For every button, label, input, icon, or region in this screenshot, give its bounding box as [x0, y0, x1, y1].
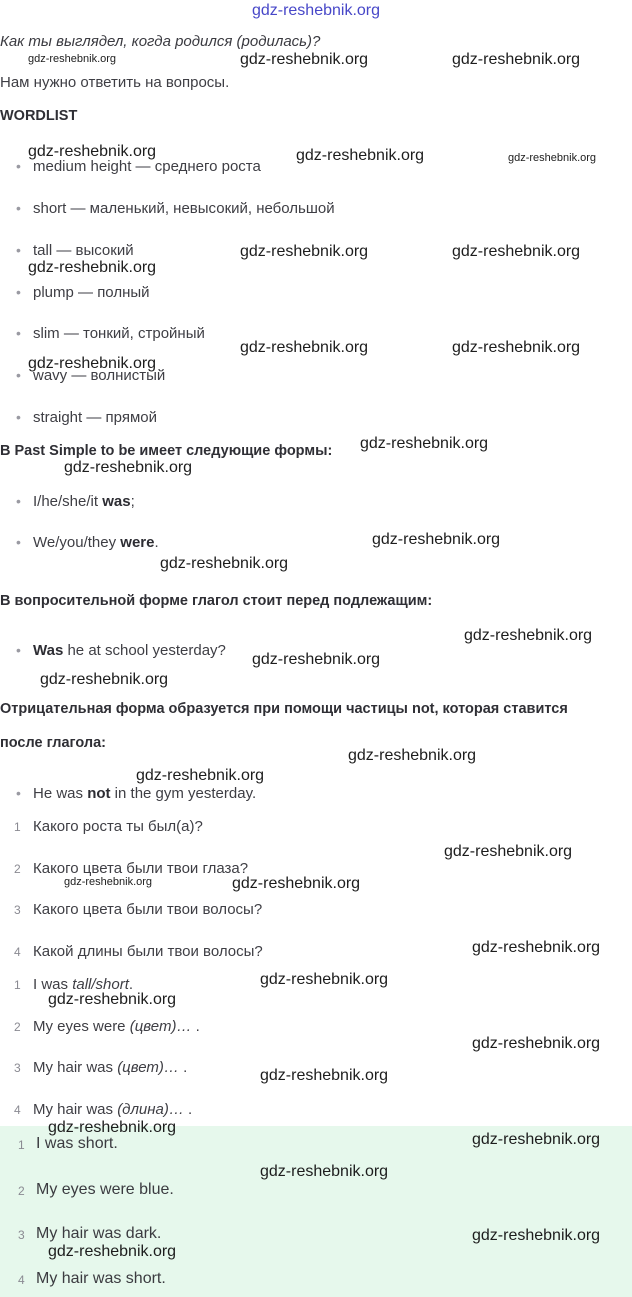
template-italic: (длина)… — [117, 1101, 184, 1118]
example-verb: Was — [33, 642, 64, 659]
wordlist-item: • slim — тонкий, стройный — [33, 325, 205, 342]
answer-number: 3 — [18, 1228, 25, 1242]
watermark-text: gdz-reshebnik.org — [48, 1243, 177, 1260]
template-number: 1 — [14, 978, 21, 992]
watermark-text: gdz-reshebnik.org — [48, 1119, 177, 1136]
watermark-text: gdz-reshebnik.org — [464, 627, 593, 644]
question-number: 4 — [14, 945, 21, 959]
template-italic: (цвет)… — [117, 1059, 179, 1076]
question-text: Какого роста ты был(а)? — [33, 818, 203, 835]
question-number: 3 — [14, 903, 21, 917]
form-verb: were — [120, 534, 155, 551]
question-heading: Как ты выглядел, когда родился (родилась)? — [0, 33, 321, 50]
answer-item — [18, 1270, 166, 1288]
answers-block — [0, 1126, 632, 1297]
question-item — [14, 901, 263, 918]
template-start: My hair was — [33, 1101, 118, 1118]
template-end: . — [191, 1018, 200, 1035]
answer-text: My hair was short. — [36, 1270, 166, 1287]
watermark-text: gdz-reshebnik.org — [260, 1067, 389, 1084]
template-end: . — [128, 976, 134, 993]
watermark-text: gdz-reshebnik.org — [28, 259, 157, 276]
negative-title-line2: после глагола: — [0, 735, 107, 751]
intro-text: Нам нужно ответить на вопросы. — [0, 74, 230, 91]
question-text: Какой длины были твои волосы? — [33, 943, 263, 960]
negative-example — [33, 785, 256, 802]
negative-end: in the gym yesterday. — [110, 785, 257, 802]
template-item — [14, 1101, 193, 1118]
answer-number: 4 — [18, 1273, 25, 1287]
watermark-text: gdz-reshebnik.org — [360, 435, 489, 452]
watermark-text: gdz-reshebnik.org — [452, 51, 581, 68]
watermark-text: gdz-reshebnik.org — [472, 939, 601, 956]
template-italic: (цвет)… — [129, 1018, 192, 1035]
template-number: 2 — [14, 1020, 21, 1034]
watermark-text: gdz-reshebnik.org — [296, 147, 425, 164]
question-text: Какого цвета были твои глаза? — [33, 860, 249, 877]
answer-item — [18, 1135, 118, 1153]
form-end: . — [154, 534, 159, 551]
form-item — [33, 493, 135, 510]
header-watermark: gdz-reshebnik.org — [251, 2, 381, 19]
answer-item — [18, 1181, 174, 1199]
watermark-text: gdz-reshebnik.org — [28, 53, 117, 65]
question-number: 2 — [14, 862, 21, 876]
answer-text: My eyes were blue. — [36, 1181, 174, 1198]
watermark-text: gdz-reshebnik.org — [28, 355, 157, 372]
watermark-text: gdz-reshebnik.org — [240, 339, 369, 356]
answer-number: 1 — [18, 1138, 25, 1152]
watermark-text: gdz-reshebnik.org — [472, 1131, 601, 1148]
answer-text: I was short. — [36, 1135, 118, 1152]
template-number: 3 — [14, 1061, 21, 1075]
template-start: My hair was — [33, 1059, 118, 1076]
watermark-text: gdz-reshebnik.org — [472, 1227, 601, 1244]
watermark-text: gdz-reshebnik.org — [240, 51, 369, 68]
answer-number: 2 — [18, 1184, 25, 1198]
watermark-text: gdz-reshebnik.org — [252, 651, 381, 668]
watermark-text: gdz-reshebnik.org — [136, 767, 265, 784]
wordlist-item: • tall — высокий — [33, 242, 134, 259]
form-subject: I/he/she/it — [33, 493, 103, 510]
watermark-text: gdz-reshebnik.org — [452, 243, 581, 260]
wordlist-item: • wavy — волнистый — [33, 367, 165, 384]
template-start: I was — [33, 976, 73, 993]
wordlist-item: • plump — полный — [33, 284, 150, 301]
form-end: ; — [130, 493, 135, 510]
question-example — [33, 642, 226, 659]
wordlist-item: • straight — прямой — [33, 409, 157, 426]
form-item — [33, 534, 159, 551]
template-italic: tall/short — [72, 976, 129, 993]
form-verb: was — [102, 493, 131, 510]
watermark-text: gdz-reshebnik.org — [348, 747, 477, 764]
negative-start: He was — [33, 785, 88, 802]
question-item — [14, 818, 203, 835]
template-item — [14, 1018, 200, 1035]
form-subject: We/you/they — [33, 534, 121, 551]
watermark-text: gdz-reshebnik.org — [508, 152, 597, 164]
negative-not: not — [87, 785, 111, 802]
question-item — [14, 943, 263, 960]
question-text: Какого цвета были твои волосы? — [33, 901, 263, 918]
template-end: . — [183, 1101, 193, 1118]
template-item — [14, 1059, 188, 1076]
wordlist-item: • short — маленький, невысокий, небольшой — [33, 200, 335, 217]
negative-title-line1: Отрицательная форма образуется при помощи частицы not, которая ставится — [0, 701, 568, 717]
watermark-text: gdz-reshebnik.org — [40, 671, 169, 688]
watermark-text: gdz-reshebnik.org — [28, 143, 157, 160]
template-end: . — [178, 1059, 188, 1076]
watermark-text: gdz-reshebnik.org — [472, 1035, 601, 1052]
wordlist-item: • medium height — среднего роста — [33, 158, 261, 175]
template-start: My eyes were — [33, 1018, 130, 1035]
answer-text: My hair was dark. — [36, 1225, 162, 1242]
question-number: 1 — [14, 820, 21, 834]
watermark-text: gdz-reshebnik.org — [372, 531, 501, 548]
watermark-text: gdz-reshebnik.org — [64, 876, 153, 888]
watermark-text: gdz-reshebnik.org — [260, 971, 389, 988]
answer-item — [18, 1225, 162, 1243]
template-number: 4 — [14, 1103, 21, 1117]
watermark-text: gdz-reshebnik.org — [444, 843, 573, 860]
question-form-title: В вопросительной форме глагол стоит перед подлежащим: — [0, 593, 433, 609]
wordlist-title: WORDLIST — [0, 108, 78, 124]
watermark-text: gdz-reshebnik.org — [64, 459, 193, 476]
watermark-text: gdz-reshebnik.org — [452, 339, 581, 356]
watermark-text: gdz-reshebnik.org — [232, 875, 361, 892]
past-simple-title: В Past Simple to be имеет следующие формы: — [0, 443, 333, 459]
watermark-text: gdz-reshebnik.org — [240, 243, 369, 260]
question-item — [14, 860, 249, 877]
watermark-text: gdz-reshebnik.org — [48, 991, 177, 1008]
watermark-text: gdz-reshebnik.org — [160, 555, 289, 572]
example-rest: he at school yesterday? — [63, 642, 226, 659]
watermark-text: gdz-reshebnik.org — [260, 1163, 389, 1180]
